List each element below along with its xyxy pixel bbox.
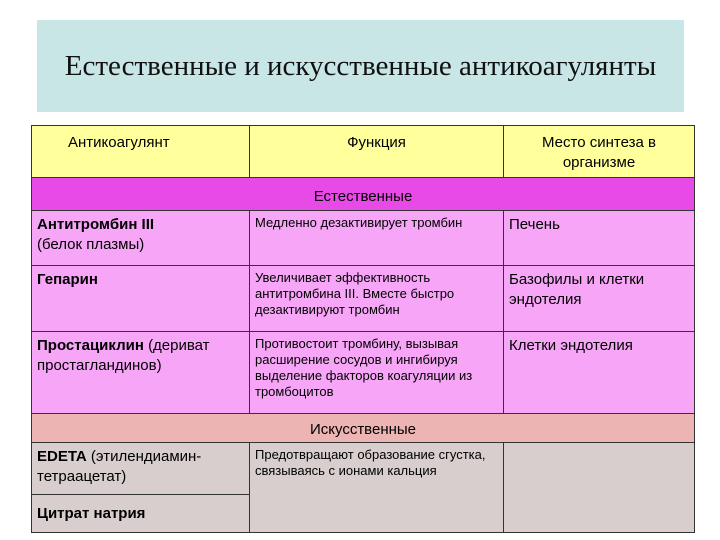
title-box <box>37 20 684 112</box>
anticoagulants-table <box>31 125 695 533</box>
site-cell: Клетки эндотелия <box>504 332 695 414</box>
anticoagulant-name: Гепарин <box>37 271 98 288</box>
header-row <box>32 126 695 178</box>
function-cell: Противостоит тромбину, вызывая расширение сосудов и ингибируя выделение факторов коагуляции из тромбоцитов <box>250 332 504 414</box>
header-synthesis-site: Место синтеза в организме <box>504 126 695 178</box>
header-anticoagulant: Антикоагулянт <box>32 126 250 178</box>
function-cell: Медленно дезактивирует тромбин <box>250 211 504 266</box>
section-artificial-label: Искусственные <box>32 414 695 443</box>
table-row <box>32 266 695 332</box>
section-row-natural <box>32 178 695 211</box>
site-cell: Базофилы и клетки эндотелия <box>504 266 695 332</box>
section-row-artificial <box>32 414 695 443</box>
table-row <box>32 443 695 495</box>
row-name-cell <box>32 266 250 332</box>
site-cell-empty <box>504 443 695 533</box>
anticoagulant-note: (дериват простагландинов) <box>37 337 210 374</box>
table-row <box>32 332 695 414</box>
anticoagulant-name: EDETA <box>37 448 87 465</box>
anticoagulant-name: Антитромбин III <box>37 216 155 233</box>
function-cell: Увеличивает эффективность антитромбина III. Вместе быстро дезактивируют тромбин <box>250 266 504 332</box>
anticoagulant-note: (белок плазмы) <box>37 236 145 253</box>
site-cell: Печень <box>504 211 695 266</box>
row-name-cell <box>32 443 250 495</box>
section-natural-label: Естественные <box>32 178 695 211</box>
table-row <box>32 211 695 266</box>
row-name-cell <box>32 211 250 266</box>
row-name-cell <box>32 332 250 414</box>
anticoagulant-name: Цитрат натрия <box>37 504 146 522</box>
header-function: Функция <box>250 126 504 178</box>
page-title: Естественные и искусственные антикоагулянты <box>64 49 657 82</box>
function-cell: Предотвращают образование сгустка, связываясь с ионами кальция <box>250 443 504 533</box>
row-name-cell <box>32 495 250 533</box>
anticoagulant-name: Простациклин <box>37 337 144 354</box>
anticoagulant-note: (этилендиамин-тетраацетат) <box>37 448 202 485</box>
